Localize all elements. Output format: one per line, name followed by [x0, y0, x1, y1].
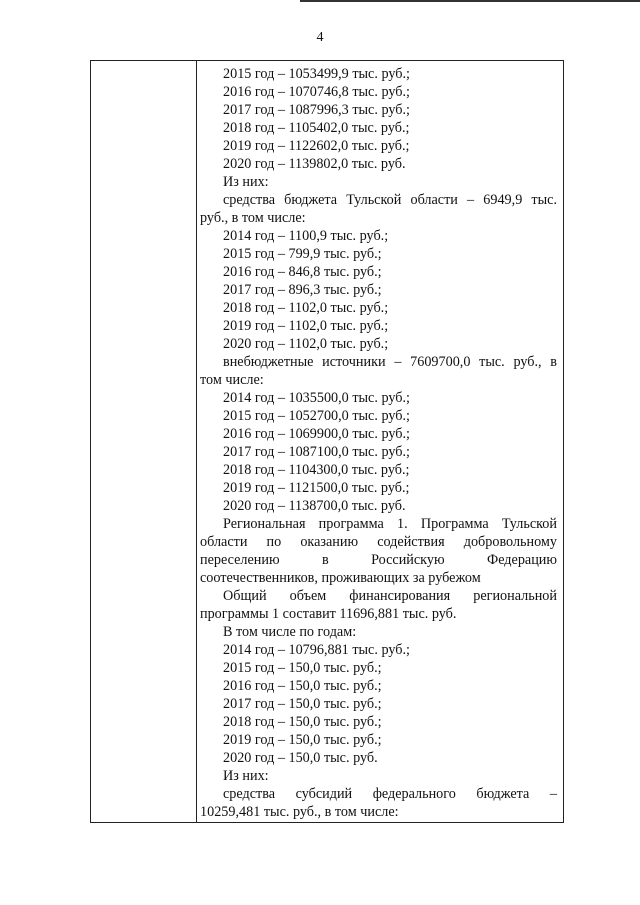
text-line: области по оказанию содействия добровольному: [200, 534, 557, 550]
text-line: 2016 год – 846,8 тыс. руб.;: [223, 264, 382, 280]
text-line: 2017 год – 1087996,3 тыс. руб.;: [223, 102, 410, 118]
text-line: 2017 год – 896,3 тыс. руб.;: [223, 282, 382, 298]
text-line: переселению в Российскую Федерацию: [200, 552, 557, 568]
text-line: средства бюджета Тульской области – 6949,9 тыс.: [223, 192, 557, 208]
program-text: [200, 65, 557, 821]
text-line: 2018 год – 1105402,0 тыс. руб.;: [223, 120, 410, 136]
text-line: 10259,481 тыс. руб., в том числе:: [200, 804, 399, 820]
text-line: соотечественников, проживающих за рубежом: [200, 570, 481, 586]
text-line: 2020 год – 1102,0 тыс. руб.;: [223, 336, 389, 352]
text-line: 2020 год – 150,0 тыс. руб.: [223, 750, 378, 766]
text-line: 2015 год – 1053499,9 тыс. руб.;: [223, 66, 410, 82]
text-line: 2015 год – 799,9 тыс. руб.;: [223, 246, 382, 262]
text-line: том числе:: [200, 372, 264, 388]
text-line: 2017 год – 150,0 тыс. руб.;: [223, 696, 382, 712]
column-divider: [196, 61, 197, 822]
text-line: Региональная программа 1. Программа Тульской: [223, 516, 557, 532]
text-line: 2019 год – 150,0 тыс. руб.;: [223, 732, 382, 748]
text-line: 2018 год – 1102,0 тыс. руб.;: [223, 300, 389, 316]
text-line: 2020 год – 1138700,0 тыс. руб.: [223, 498, 406, 514]
text-line: средства субсидий федерального бюджета –: [223, 786, 557, 802]
text-line: В том числе по годам:: [223, 624, 357, 640]
text-line: Из них:: [223, 174, 269, 190]
text-line: 2018 год – 1104300,0 тыс. руб.;: [223, 462, 410, 478]
text-line: руб., в том числе:: [200, 210, 306, 226]
text-line: Из них:: [223, 768, 269, 784]
text-line: 2014 год – 10796,881 тыс. руб.;: [223, 642, 410, 658]
text-line: 2016 год – 150,0 тыс. руб.;: [223, 678, 382, 694]
text-line: 2015 год – 1052700,0 тыс. руб.;: [223, 408, 410, 424]
text-line: 2014 год – 1035500,0 тыс. руб.;: [223, 390, 410, 406]
program-table: [90, 60, 564, 823]
text-line: 2019 год – 1102,0 тыс. руб.;: [223, 318, 389, 334]
text-line: 2020 год – 1139802,0 тыс. руб.: [223, 156, 406, 172]
text-line: 2014 год – 1100,9 тыс. руб.;: [223, 228, 389, 244]
text-line: Общий объем финансирования региональной: [223, 588, 557, 604]
text-line: 2019 год – 1122602,0 тыс. руб.;: [223, 138, 410, 154]
text-line: 2016 год – 1070746,8 тыс. руб.;: [223, 84, 410, 100]
text-line: 2018 год – 150,0 тыс. руб.;: [223, 714, 382, 730]
text-line: 2016 год – 1069900,0 тыс. руб.;: [223, 426, 410, 442]
text-line: 2019 год – 1121500,0 тыс. руб.;: [223, 480, 410, 496]
text-line: внебюджетные источники – 7609700,0 тыс. руб., в: [223, 354, 557, 370]
text-line: 2017 год – 1087100,0 тыс. руб.;: [223, 444, 410, 460]
text-line: 2015 год – 150,0 тыс. руб.;: [223, 660, 382, 676]
page-number: 4: [316, 30, 324, 45]
text-line: программы 1 составит 11696,881 тыс. руб.: [200, 606, 457, 622]
scan-edge-line: [300, 0, 640, 2]
